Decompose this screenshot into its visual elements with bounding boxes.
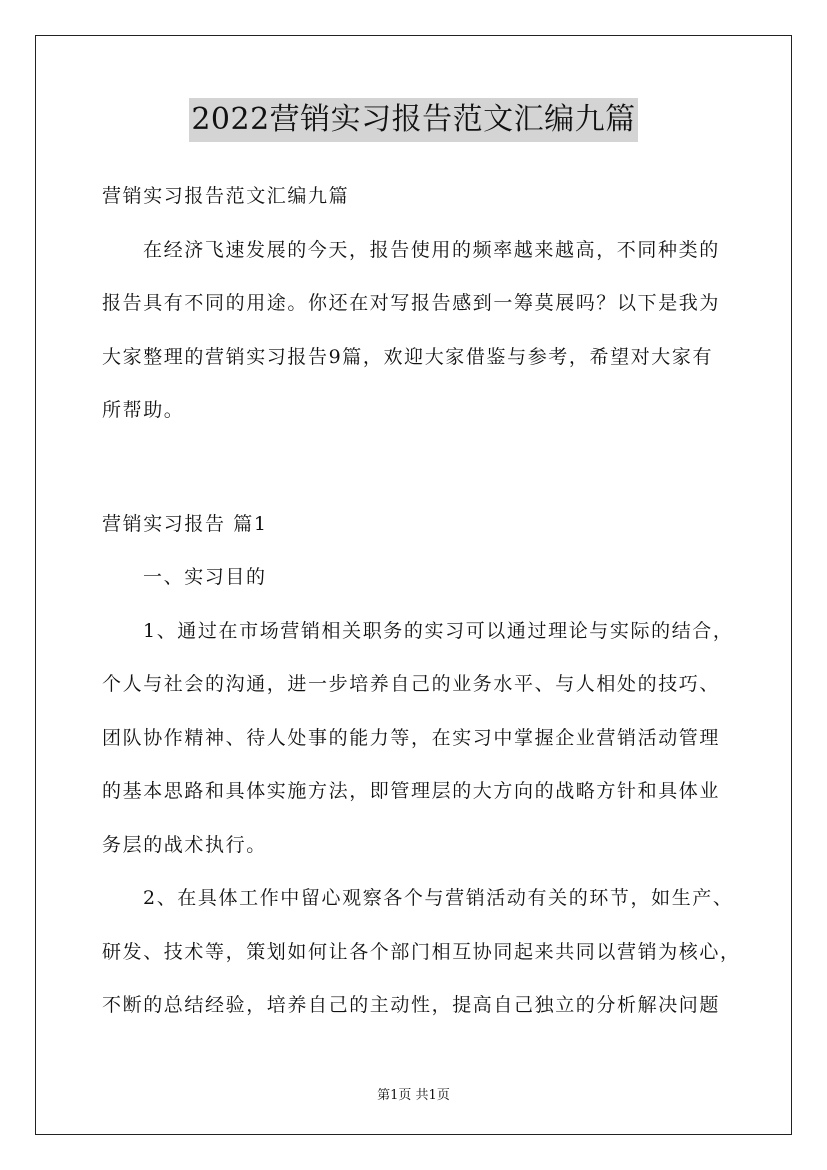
document-title: 2022营销实习报告范文汇编九篇 (189, 98, 637, 142)
paragraph-line: 个人与社会的沟通，进一步培养自己的业务水平、与人相处的技巧、 (102, 673, 721, 695)
document-body (102, 170, 741, 1033)
paragraph-line: 1、通过在市场营销相关职务的实习可以通过理论与实际的结合， (143, 619, 734, 642)
paragraph-line: 2、在具体工作中留心观察各个与营销活动有关的环节，如生产、 (143, 887, 734, 909)
section-gap (102, 438, 732, 498)
intro-line: 大家整理的营销实习报告9篇，欢迎大家借鉴与参考，希望对大家有 (102, 345, 714, 368)
section-heading: 营销实习报告 篇1 (102, 512, 268, 535)
paragraph-line: 团队协作精神、待人处事的能力等，在实习中掌握企业营销活动管理 (102, 726, 721, 749)
paragraph-line: 研发、技术等，策划如何让各个部门相互协同起来共同以营销为核心， (102, 940, 741, 963)
page-footer: 第1页 共1页 (377, 1088, 450, 1103)
section-item-heading: 一、实习目的 (143, 566, 267, 588)
title-container (0, 98, 827, 142)
document-subtitle: 营销实习报告范文汇编九篇 (102, 185, 350, 207)
intro-line: 在经济飞速发展的今天，报告使用的频率越来越高，不同种类的 (143, 238, 720, 261)
paragraph-line: 的基本思路和具体实施方法，即管理层的大方向的战略方针和具体业 (102, 780, 721, 802)
intro-line: 报告具有不同的用途。你还在对写报告感到一筹莫展吗？以下是我为 (102, 292, 721, 314)
paragraph-line: 务层的战术执行。 (102, 833, 267, 856)
paragraph-line: 不断的总结经验，培养自己的主动性，提高自己独立的分析解决问题 (102, 994, 721, 1016)
intro-line: 所帮助。 (102, 399, 185, 421)
